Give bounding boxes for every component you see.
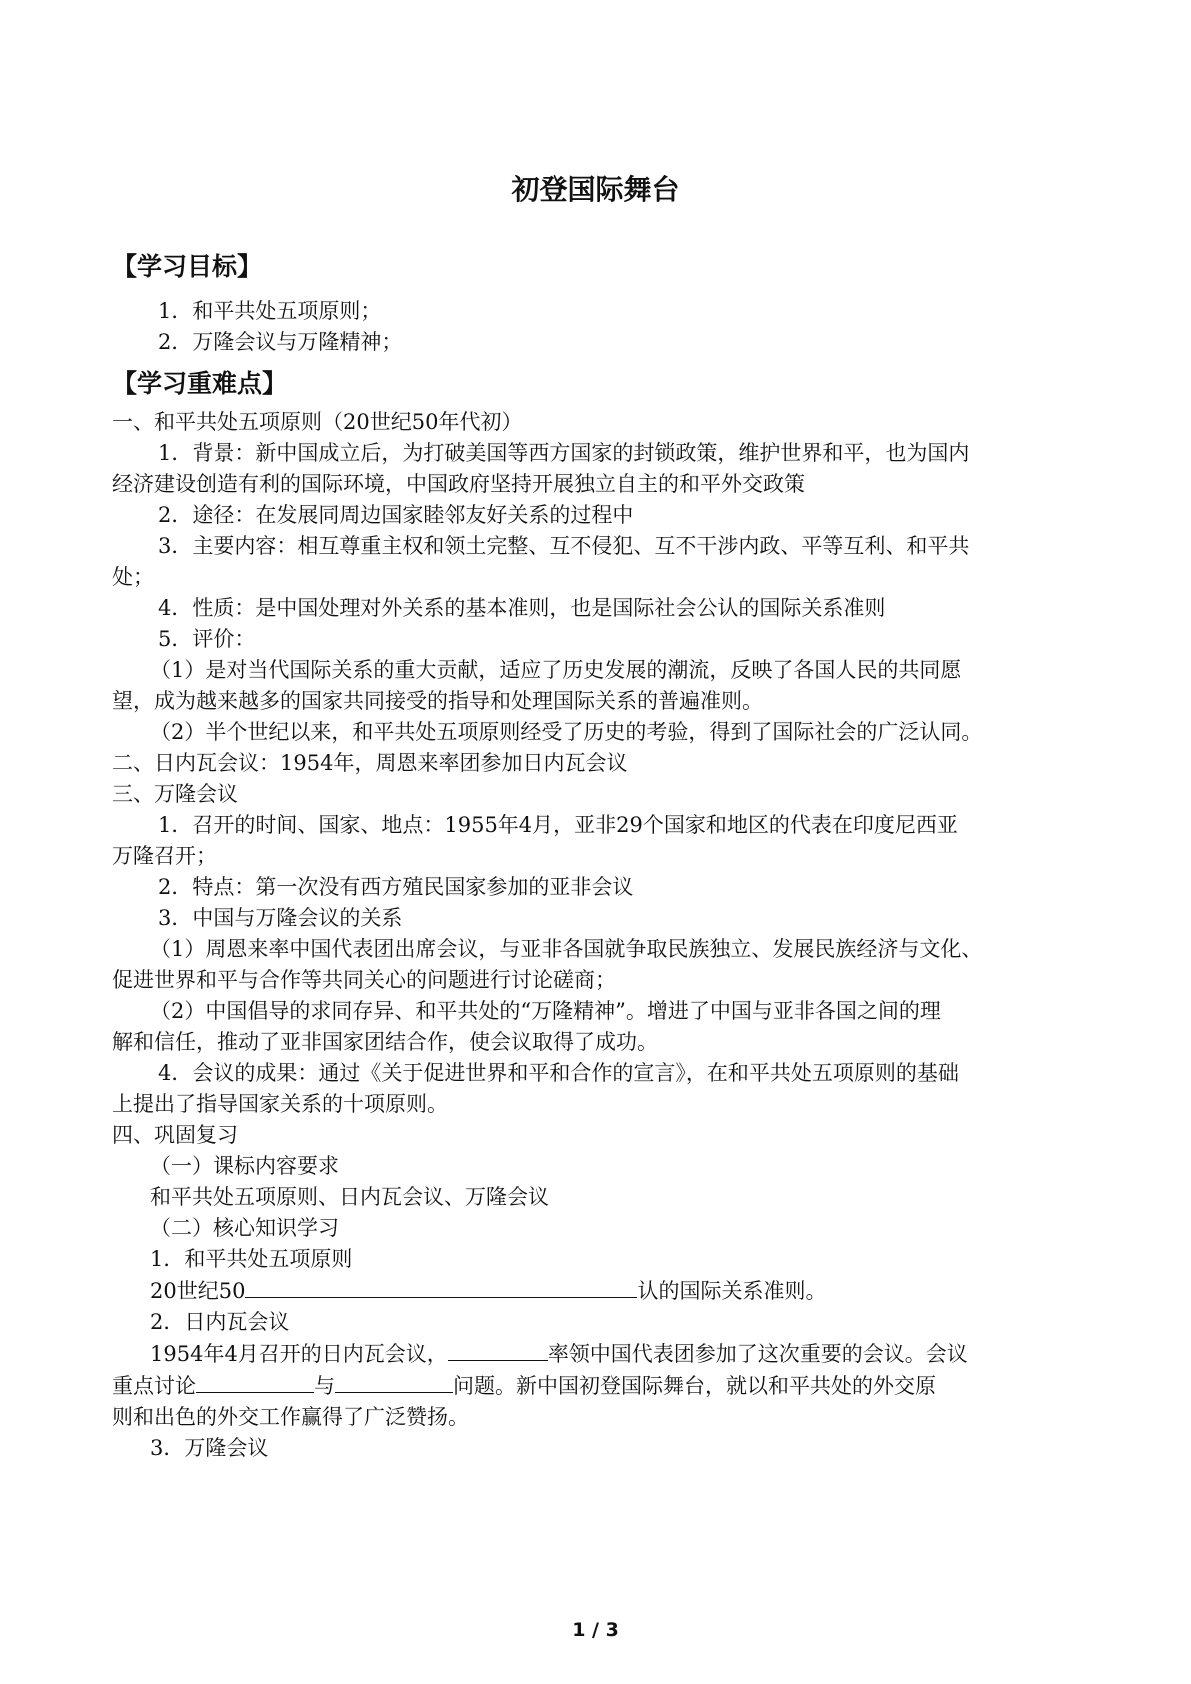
question-title: 1．和平共处五项原则	[150, 1247, 353, 1271]
paragraph: 3．中国与万隆会议的关系	[158, 906, 403, 930]
subheading: （一）课标内容要求	[150, 1154, 339, 1178]
paragraph: 则和出色的外交工作赢得了广泛赞扬。	[112, 1405, 469, 1429]
paragraph: 4．会议的成果：通过《关于促进世界和平和合作的宣言》，在和平共处五项原则的基础	[158, 1061, 959, 1085]
objectives-heading: 【学习目标】	[112, 252, 263, 281]
fill-question	[112, 1338, 1092, 1370]
objective-item: 1．和平共处五项原则；	[158, 299, 382, 323]
paragraph: 2．途径：在发展同周边国家睦邻友好关系的过程中	[158, 503, 634, 527]
paragraph: （1）是对当代国际关系的重大贡献，适应了历史发展的潮流，反映了各国人民的共同愿	[150, 658, 962, 682]
fill-question	[112, 1275, 1092, 1307]
page-title: 初登国际舞台	[511, 173, 680, 206]
paragraph: 上提出了指导国家关系的十项原则。	[112, 1092, 448, 1116]
key-heading: 【学习重难点】	[112, 369, 288, 398]
paragraph: 解和信任，推动了亚非国家团结合作，使会议取得了成功。	[112, 1030, 658, 1054]
section-three-title: 三、万隆会议	[112, 782, 238, 806]
subheading: （二）核心知识学习	[150, 1216, 339, 1240]
question-text: 率领中国代表团参加了这次重要的会议。会议	[547, 1342, 968, 1366]
question-text: 1954年4月召开的日内瓦会议，	[150, 1342, 448, 1366]
question-text: 问题。新中国初登国际舞台，就以和平共处的外交原	[453, 1374, 936, 1398]
paragraph: 3．主要内容：相互尊重主权和领土完整、互不侵犯、互不干涉内政、平等互利、和平共	[158, 534, 970, 558]
paragraph: （2）半个世纪以来，和平共处五项原则经受了历史的考验，得到了国际社会的广泛认同。	[150, 720, 983, 744]
paragraph: 处；	[112, 565, 154, 589]
paragraph: （1）周恩来率中国代表团出席会议，与亚非各国就争取民族独立、发展民族经济与文化、	[150, 937, 983, 961]
fill-question	[112, 1370, 1092, 1402]
question-title: 3．万隆会议	[150, 1436, 269, 1460]
answer-blank[interactable]	[335, 1370, 453, 1393]
section-one-title: 一、和平共处五项原则（20世纪50年代初）	[112, 410, 523, 434]
section-four-title: 四、巩固复习	[112, 1123, 238, 1147]
objective-item: 2．万隆会议与万隆精神；	[158, 330, 403, 354]
question-text: 认的国际关系准则。	[637, 1279, 827, 1303]
paragraph: 促进世界和平与合作等共同关心的问题进行讨论磋商；	[112, 968, 616, 992]
page-number: 1 / 3	[572, 1619, 619, 1641]
paragraph: 经济建设创造有利的国际环境，中国政府坚持开展独立自主的和平外交政策	[112, 472, 805, 496]
answer-blank[interactable]	[448, 1338, 548, 1361]
paragraph: 4．性质：是中国处理对外关系的基本准则，也是国际社会公认的国际关系准则	[158, 596, 886, 620]
paragraph: 和平共处五项原则、日内瓦会议、万隆会议	[150, 1185, 549, 1209]
paragraph: 万隆召开；	[112, 844, 217, 868]
paragraph: （2）中国倡导的求同存异、和平共处的“万隆精神”。增进了中国与亚非各国之间的理	[150, 999, 941, 1023]
objectives-section	[112, 250, 1092, 358]
paragraph: 2．特点：第一次没有西方殖民国家参加的亚非会议	[158, 875, 634, 899]
question-text: 与	[314, 1374, 335, 1398]
paragraph: 望，成为越来越多的国家共同接受的指导和处理国际关系的普遍准则。	[112, 689, 763, 713]
paragraph: 1．背景：新中国成立后，为打破美国等西方国家的封锁政策，维护世界和平，也为国内	[158, 441, 970, 465]
answer-blank[interactable]	[245, 1275, 637, 1298]
answer-blank[interactable]	[196, 1370, 314, 1393]
question-text: 20世纪50	[150, 1279, 246, 1303]
paragraph: 5．评价：	[158, 627, 256, 651]
question-title: 2．日内瓦会议	[150, 1310, 290, 1334]
question-text: 重点讨论	[112, 1374, 196, 1398]
paragraph: 1．召开的时间、国家、地点：1955年4月，亚非29个国家和地区的代表在印度尼西亚	[158, 813, 958, 837]
key-section	[112, 367, 1092, 1464]
section-two-title: 二、日内瓦会议：1954年，周恩来率团参加日内瓦会议	[112, 751, 628, 775]
